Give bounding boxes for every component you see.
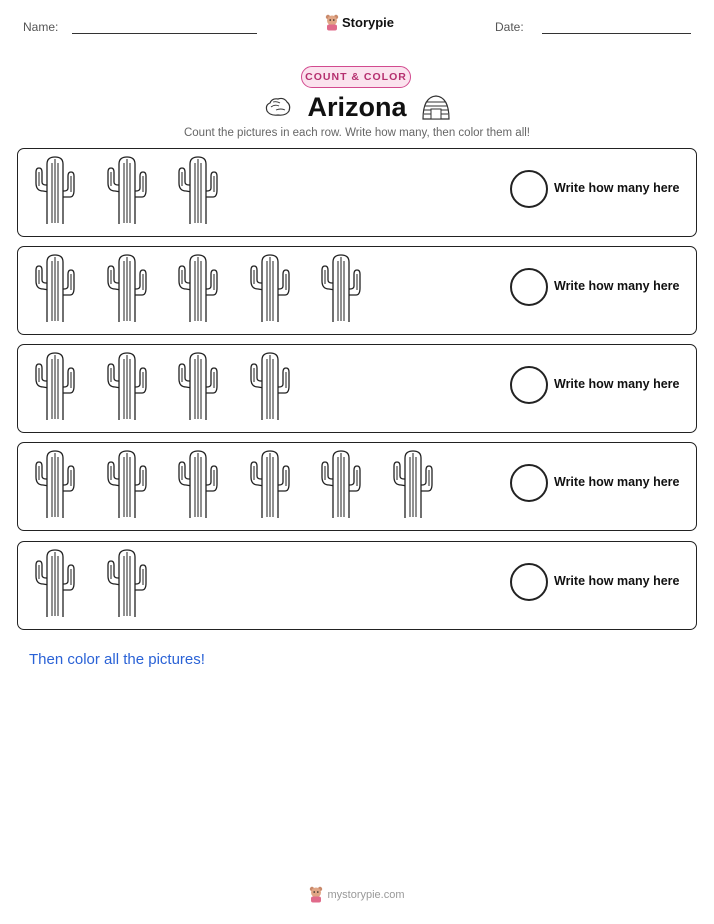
saguaro-cactus-icon (30, 548, 80, 618)
brand-logo (325, 14, 394, 31)
date-label: Date: (495, 20, 524, 34)
date-line[interactable] (542, 33, 691, 34)
answer-circle[interactable] (510, 268, 548, 306)
saguaro-cactus-icon (102, 449, 152, 519)
saguaro-cactus-icon (245, 253, 295, 323)
brand-name: Storypie (342, 15, 395, 30)
saguaro-cactus-icon (30, 351, 80, 421)
footer (0, 886, 714, 903)
instructions: Count the pictures in each row. Write how many, then color them all! (183, 127, 531, 139)
bear-mascot-icon (309, 886, 323, 903)
saguaro-cactus-icon (102, 155, 152, 225)
color-instruction: Then color all the pictures! (29, 651, 205, 668)
saguaro-cactus-icon (102, 351, 152, 421)
saguaro-cactus-icon (173, 253, 223, 323)
saguaro-cactus-icon (388, 449, 438, 519)
answer-label: Write how many here (554, 279, 680, 293)
saguaro-cactus-icon (30, 253, 80, 323)
footer-url: mystorypie.com (327, 888, 405, 901)
saguaro-cactus-icon (245, 449, 295, 519)
saguaro-cactus-icon (30, 155, 80, 225)
answer-circle[interactable] (510, 563, 548, 601)
saguaro-cactus-icon (30, 449, 80, 519)
page-title: Arizona (307, 92, 407, 122)
saguaro-cactus-icon (316, 253, 366, 323)
answer-label: Write how many here (554, 475, 680, 489)
name-label: Name: (23, 20, 59, 34)
canyon-icon (421, 93, 451, 121)
answer-label: Write how many here (554, 181, 680, 195)
saguaro-cactus-icon (173, 155, 223, 225)
saguaro-cactus-icon (316, 449, 366, 519)
saguaro-cactus-icon (102, 253, 152, 323)
count-row-4 (17, 442, 697, 531)
count-row-5 (17, 541, 697, 630)
saguaro-cactus-icon (102, 548, 152, 618)
answer-circle[interactable] (510, 366, 548, 404)
bear-mascot-icon (325, 14, 339, 31)
worksheet-type-badge: COUNT & COLOR (301, 66, 411, 88)
count-row-2 (17, 246, 697, 335)
answer-circle[interactable] (510, 170, 548, 208)
answer-label: Write how many here (554, 377, 680, 391)
saguaro-cactus-icon (173, 449, 223, 519)
answer-circle[interactable] (510, 464, 548, 502)
count-row-1 (17, 148, 697, 237)
count-row-3 (17, 344, 697, 433)
saguaro-cactus-icon (173, 351, 223, 421)
saguaro-cactus-icon (245, 351, 295, 421)
answer-label: Write how many here (554, 574, 680, 588)
name-line[interactable] (72, 33, 257, 34)
